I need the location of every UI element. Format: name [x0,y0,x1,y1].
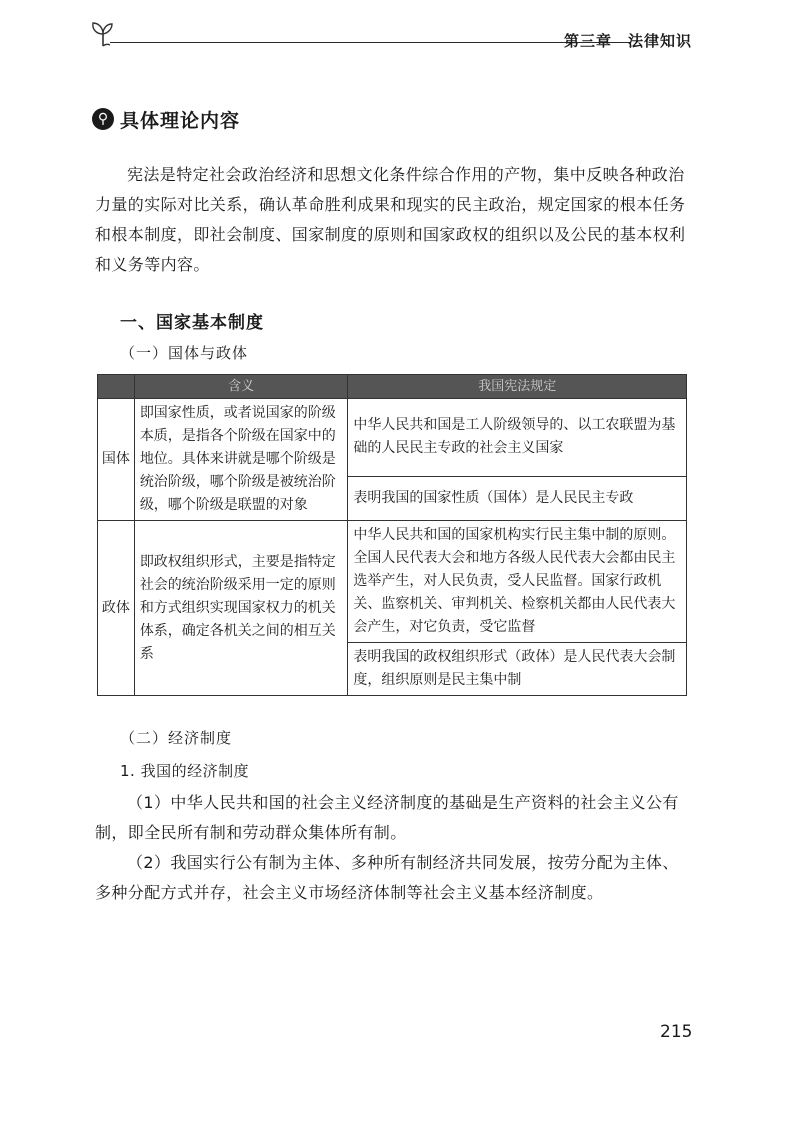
heading-state-system: （一）国体与政体 [120,344,249,362]
magnifier-badge-icon: ⚲ [92,108,114,130]
row-meaning: 即政权组织形式，主要是指特定社会的统治阶级采用一定的原则和方式组织实现国家权力的机关体系，确定各机关之间的相互关系 [134,521,348,696]
row-provision: 表明我国的政权组织形式（政体）是人民代表大会制度，组织原则是民主集中制 [348,643,687,696]
table-header-cell: 含义 [134,375,348,399]
row-label: 政体 [98,521,135,696]
row-provision: 表明我国的国家性质（国体）是人民民主专政 [348,476,687,520]
paragraph-item-2: （2）我国实行公有制为主体、多种所有制经济共同发展，按劳分配为主体、多种分配方式并存，社会主义市场经济体制等社会主义基本经济制度。 [95,853,679,902]
row-provision: 中华人民共和国是工人阶级领导的、以工农联盟为基础的人民民主专政的社会主义国家 [348,399,687,477]
section-heading [92,106,240,132]
row-label: 国体 [98,399,135,521]
table-row [98,521,687,643]
running-header [88,18,698,52]
page-number: 215 [660,1022,693,1042]
table-header-cell: 我国宪法规定 [348,375,687,399]
paragraph-item-1: （1）中华人民共和国的社会主义经济制度的基础是生产资料的社会主义公有制，即全民所有制和劳动群众集体所有制。 [95,793,679,842]
table-header-cell [98,375,135,399]
row-meaning: 即国家性质，或者说国家的阶级本质，是指各个阶级在国家中的地位。具体来讲就是哪个阶级是统治阶级，哪个阶级是被统治阶级，哪个阶级是联盟的对象 [134,399,348,521]
section-title: 具体理论内容 [120,109,241,132]
heading-economic-system: （二）经济制度 [120,729,233,747]
header-rule [110,42,630,43]
intro-paragraph: 宪法是特定社会政治经济和思想文化条件综合作用的产物，集中反映各种政治力量的实际对比关系，确认革命胜利成果和现实的民主政治，规定国家的根本任务和根本制度，即社会制度、国家制度的原则和国家政权的组织以及公民的基本权利和义务等内容。 [95,165,686,274]
table-row [98,399,687,477]
heading-our-economic-system: 1. 我国的经济制度 [120,762,250,780]
sprout-icon [88,18,118,48]
heading-national-system: 一、国家基本制度 [120,313,264,333]
row-provision: 中华人民共和国的国家机构实行民主集中制的原则。全国人民代表大会和地方各级人民代表大会都由民主选举产生，对人民负责，受人民监督。国家行政机关、监察机关、审判机关、检察机关都由人民代表大会产生，对它负责，受它监督 [348,521,687,643]
chapter-title: 第三章 法律知识 [563,32,692,50]
table-header-row [98,375,687,399]
state-system-table [97,374,687,696]
